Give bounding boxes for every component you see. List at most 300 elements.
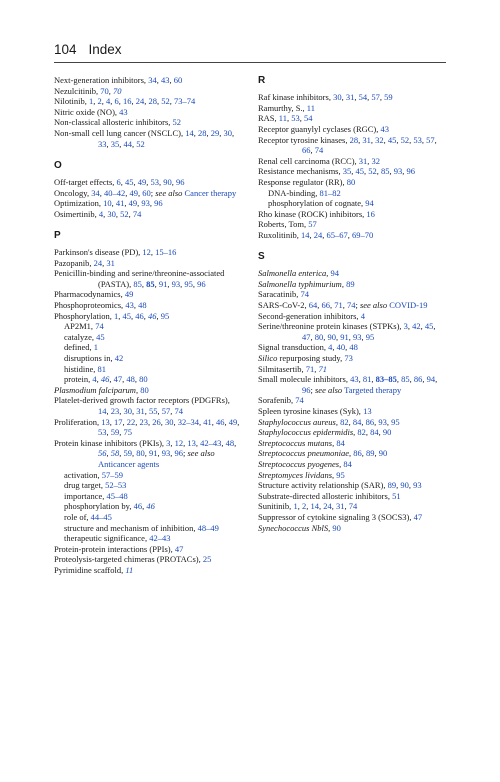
page-reference-link[interactable]: 24 (323, 501, 332, 512)
italic-term: Salmonella enterica (258, 268, 327, 279)
page-reference-link[interactable]: 69–70 (351, 229, 374, 240)
index-column-left (54, 75, 242, 576)
entry-text: , (422, 374, 427, 385)
page-reference-link[interactable]: 26 (152, 416, 161, 427)
entry-text: Spleen tyrosine kinases (Syk), (258, 406, 364, 416)
page-reference-link[interactable]: 41 (115, 198, 125, 209)
page-reference-link[interactable]: 80 (139, 374, 148, 385)
page-reference-link[interactable]: 94 (426, 374, 436, 385)
index-entry (258, 448, 446, 459)
index-entry (258, 113, 446, 124)
page-reference-link[interactable]: 40 (336, 342, 346, 353)
page-reference-link[interactable]: 95 (184, 278, 193, 289)
page-reference-link[interactable]: 59 (384, 92, 393, 103)
page-reference-link[interactable]: 86 (353, 448, 362, 459)
page-reference-link[interactable]: 66 (302, 145, 311, 156)
page-reference-link[interactable]: 86 (365, 416, 375, 427)
page-reference-link[interactable]: 44–45 (90, 511, 112, 522)
entry-text: , (358, 374, 363, 385)
page-reference-link[interactable]: 70 (100, 85, 109, 96)
page-reference-link[interactable]: 46 (100, 374, 110, 385)
page-reference-link[interactable]: 13 (363, 406, 372, 416)
page-reference-link[interactable]: 64 (308, 300, 318, 311)
entry-text: , (361, 331, 366, 342)
page-reference-link[interactable]: 4 (98, 208, 104, 219)
page-reference-link[interactable]: 93 (161, 448, 171, 459)
page-reference-link[interactable]: Anticancer agents (98, 458, 160, 469)
page-reference-link[interactable]: 4 (328, 342, 333, 353)
page-reference-link[interactable]: 46 (135, 310, 144, 321)
page-reference-link[interactable]: 89 (366, 448, 375, 459)
index-entry (258, 501, 446, 512)
entry-text: , (169, 75, 174, 85)
page-reference-link[interactable]: 93 (141, 198, 150, 209)
page-reference-link[interactable]: 95 (365, 331, 375, 342)
page-reference-link[interactable]: 71 (334, 300, 343, 311)
page-reference-link[interactable]: 45 (387, 134, 397, 145)
page-reference-link[interactable]: 49 (137, 176, 147, 187)
page-reference-link[interactable]: 91 (158, 278, 168, 289)
page-reference-link[interactable]: 86 (413, 374, 423, 385)
index-entry (54, 289, 242, 300)
entry-text: , (110, 96, 115, 107)
entry-text: , (132, 406, 137, 416)
entry-text: , (118, 310, 123, 321)
page-reference-link[interactable]: 25 (202, 554, 212, 565)
entry-text: Proteolysis-targeted chimeras (PROTACs), (54, 554, 203, 565)
page-reference-link[interactable]: 66 (321, 300, 330, 311)
page-reference-link[interactable]: 34 (91, 187, 100, 198)
entry-text: , (183, 437, 188, 448)
entry-text: , (348, 416, 353, 427)
page-reference-link[interactable]: 54 (303, 113, 313, 124)
page-reference-link[interactable]: 28 (349, 134, 359, 145)
entry-text: , (101, 96, 106, 107)
page-reference-link[interactable]: 16 (366, 208, 375, 219)
page-reference-link[interactable]: 3 (166, 437, 171, 448)
page-reference-link[interactable]: 93 (353, 331, 362, 342)
entry-text: , (173, 416, 178, 427)
page-reference-link[interactable]: 24 (93, 257, 103, 268)
page-reference-link[interactable]: 81 (97, 363, 107, 374)
entry-text: Optimization, (54, 198, 104, 209)
page-reference-link[interactable]: 93 (378, 416, 387, 427)
page-reference-link[interactable]: 96 (154, 198, 163, 209)
page-reference-link[interactable]: 74 (295, 395, 304, 406)
page-reference-link[interactable]: 4 (92, 374, 97, 385)
page-reference-link[interactable]: 52–53 (105, 480, 127, 491)
page-reference-link[interactable]: 31 (136, 406, 145, 416)
page-reference-link[interactable]: 43 (119, 106, 128, 117)
page-reference-link[interactable]: 82 (357, 427, 366, 438)
italic-term: Streptococcus pneumoniae (258, 448, 350, 459)
page-reference-link[interactable]: 49 (128, 198, 138, 209)
index-entry (258, 406, 446, 417)
page-reference-link[interactable]: 89 (387, 480, 397, 491)
entry-text: , (118, 96, 123, 107)
page-reference-link[interactable]: 54 (358, 92, 368, 103)
page-reference-link[interactable]: 42–43 (149, 533, 171, 544)
page-reference-link[interactable]: 49 (228, 416, 238, 427)
page-reference-link[interactable]: 12 (174, 437, 184, 448)
entry-text: , (408, 480, 414, 491)
page-reference-link[interactable]: 43 (125, 300, 134, 311)
page-reference-link[interactable]: 14 (185, 127, 194, 138)
index-entry (258, 342, 446, 353)
page-reference-link[interactable]: 74 (132, 208, 142, 219)
page-reference-link[interactable]: 52 (136, 138, 145, 149)
page-reference-link[interactable]: 15–16 (155, 247, 177, 258)
page-reference-link[interactable]: 14 (310, 501, 319, 512)
entry-text: Sunitinib, (258, 501, 294, 512)
index-entry (54, 300, 242, 311)
entry-text: , (224, 416, 229, 427)
page-reference-link[interactable]: 28 (198, 127, 207, 138)
page-reference-link[interactable]: 81–82 (319, 187, 341, 198)
page-reference-link[interactable]: 30 (223, 127, 232, 138)
page-reference-link[interactable]: 93 (171, 278, 181, 289)
page-reference-link[interactable]: 30 (123, 406, 132, 416)
page-reference-link[interactable]: 59 (110, 427, 120, 438)
entry-text: , (143, 310, 148, 321)
page-reference-link[interactable]: 51 (392, 490, 401, 501)
page-reference-link[interactable]: 57 (308, 219, 317, 230)
page-reference-link[interactable]: 95 (160, 310, 170, 321)
page-reference-link[interactable]: 48–49 (197, 522, 219, 533)
page-reference-link[interactable]: 85 (401, 374, 410, 385)
page-reference-link[interactable]: 46 (215, 416, 225, 427)
page-reference-link[interactable]: 42–43 (200, 437, 222, 448)
entry-text: , (106, 406, 111, 416)
page-reference-link[interactable]: 35 (342, 166, 352, 177)
page-reference-link[interactable]: 47 (174, 543, 184, 554)
page-reference-link[interactable]: 74 (348, 501, 358, 512)
page-reference-link[interactable]: 42 (114, 353, 124, 364)
page-reference-link[interactable]: 31 (345, 92, 355, 103)
page-reference-link[interactable]: 13 (187, 437, 196, 448)
page-reference-link[interactable]: 33 (98, 138, 107, 149)
page-reference-link[interactable]: 24 (313, 229, 323, 240)
page-reference-link[interactable]: 48 (349, 342, 358, 353)
entry-text: , (379, 92, 385, 103)
page-reference-link[interactable]: 30 (164, 416, 174, 427)
page-reference-link[interactable]: 96 (174, 448, 183, 459)
page-reference-link[interactable]: 47 (413, 511, 423, 522)
page-reference-link[interactable]: 65–67 (326, 229, 348, 240)
page-reference-link[interactable]: 45 (424, 321, 434, 332)
page-reference-link[interactable]: 14 (300, 229, 310, 240)
page-reference-link[interactable]: 84 (370, 427, 379, 438)
entry-text: activation, (64, 469, 102, 480)
page-reference-link[interactable]: 48 (126, 374, 135, 385)
entry-text: , (332, 469, 337, 480)
page-reference-link[interactable]: 80 (140, 384, 149, 395)
page-reference-link[interactable]: 74 (314, 145, 324, 156)
page-reference-link[interactable]: 16 (122, 96, 132, 107)
page-reference-link[interactable]: 32–34 (177, 416, 199, 427)
page-reference-link[interactable]: 80 (136, 448, 145, 459)
page-reference-link[interactable]: 1 (293, 501, 298, 512)
page-reference-link[interactable]: 23 (110, 406, 120, 416)
page-reference-link[interactable]: 52 (161, 96, 170, 107)
entry-text: Sorafenib, (258, 395, 296, 406)
page-reference-link[interactable]: 96 (176, 176, 185, 187)
entry-text: Non-classical allosteric inhibitors, (54, 117, 173, 128)
page-reference-link[interactable]: 4 (105, 96, 111, 107)
page-reference-link[interactable]: 31 (106, 257, 115, 268)
page-reference-link[interactable]: 60 (173, 75, 183, 85)
page-reference-link[interactable]: 53 (413, 134, 422, 145)
entry-text: Receptor guanylyl cyclases (RGC), (258, 123, 381, 134)
page-reference-link[interactable]: 96 (197, 278, 206, 289)
page-reference-link[interactable]: 48 (138, 300, 147, 311)
page-reference-link[interactable]: 94 (365, 198, 374, 209)
entry-text: ; (310, 384, 315, 395)
entry-text: ; (183, 448, 188, 459)
page-reference-link[interactable]: 44 (123, 138, 132, 149)
page-reference-link[interactable]: 85 (381, 166, 390, 177)
index-letter-r: R (258, 75, 266, 86)
entry-text: , (124, 198, 129, 209)
entry-text: , (332, 342, 337, 353)
page-reference-link[interactable]: 46 (147, 310, 157, 321)
entry-text: Serine/threonine protein kinases (STPKs), (258, 321, 404, 332)
entry-text: , (221, 437, 226, 448)
entry-text: Rho kinase (ROCK) inhibitors, (258, 208, 367, 219)
page-reference-link[interactable]: 90 (163, 176, 172, 187)
page-reference-link[interactable]: 90 (332, 522, 341, 533)
italic-term: Synechococcus NblS (258, 522, 329, 533)
page-reference-link[interactable]: 74 (346, 300, 356, 311)
page-reference-link[interactable]: 6 (116, 176, 121, 187)
page-reference-link[interactable]: 13 (101, 416, 110, 427)
page-reference-link[interactable]: 28 (148, 96, 157, 107)
page-reference-link[interactable]: 40–42 (103, 187, 126, 198)
page-reference-link[interactable]: 30 (107, 208, 116, 219)
page-reference-link[interactable]: 82 (340, 416, 349, 427)
entry-text: , (93, 96, 98, 107)
page-reference-link[interactable]: 1 (88, 96, 94, 107)
page-reference-link[interactable]: 49 (129, 187, 138, 198)
page-reference-link[interactable]: 96 (302, 384, 311, 395)
page-reference-link[interactable]: 84 (336, 437, 345, 448)
page-reference-link[interactable]: 52 (400, 134, 410, 145)
page-reference-link[interactable]: 83–85 (375, 374, 397, 385)
index-entry (258, 230, 446, 241)
page-reference-link[interactable]: 57 (161, 406, 171, 416)
page-reference-link[interactable]: 31 (335, 501, 345, 512)
page-reference-link[interactable]: 2 (97, 96, 102, 107)
entry-text: , (374, 416, 379, 427)
page-reference-link[interactable]: 85 (146, 278, 155, 289)
page-reference-link[interactable]: 52 (120, 208, 129, 219)
page-reference-link[interactable]: 46 (133, 501, 143, 512)
page-reference-link[interactable]: 74 (300, 289, 309, 300)
entry-text: , (133, 176, 138, 187)
entry-text: , (160, 416, 165, 427)
page-reference-link[interactable]: 2 (301, 501, 307, 512)
page-reference-link[interactable]: 95 (336, 469, 345, 480)
entry-text: , (119, 138, 124, 149)
page-reference-link[interactable]: 11 (306, 102, 315, 113)
page-reference-link[interactable]: 45 (122, 310, 131, 321)
page-reference-link[interactable]: 30 (333, 92, 342, 103)
page-reference-link[interactable]: 29 (210, 127, 220, 138)
index-entry (258, 124, 446, 135)
page-reference-link[interactable]: 45 (96, 331, 105, 342)
page-reference-link[interactable]: COVID-19 (389, 300, 428, 311)
page-reference-link[interactable]: 70 (113, 85, 122, 96)
page-reference-link[interactable]: 89 (346, 278, 355, 289)
entry-text: , (354, 92, 359, 103)
page-reference-link[interactable]: 95 (391, 416, 400, 427)
page-reference-link[interactable]: 58 (110, 448, 120, 459)
page-reference-link[interactable]: 56 (98, 448, 107, 459)
page-reference-link[interactable]: Cancer therapy (184, 187, 237, 198)
page-reference-link[interactable]: 59 (123, 448, 132, 459)
page-reference-link[interactable]: 42 (412, 321, 421, 332)
page-reference-link[interactable]: 11 (125, 564, 134, 575)
page-reference-link[interactable]: 93 (393, 166, 403, 177)
page-reference-link[interactable]: 31 (362, 134, 371, 145)
page-reference-link[interactable]: 91 (340, 331, 349, 342)
page-reference-link[interactable]: 1 (93, 342, 98, 353)
page-reference-link[interactable]: 90 (378, 448, 388, 459)
page-reference-link[interactable]: 11 (278, 113, 287, 124)
page-reference-link[interactable]: 45–48 (106, 490, 128, 501)
page-reference-link[interactable]: 47 (113, 374, 123, 385)
page-reference-link[interactable]: 45 (125, 176, 134, 187)
index-entry (258, 512, 446, 523)
page-reference-link[interactable]: 81 (362, 374, 372, 385)
page-reference-link[interactable]: 73–74 (173, 96, 196, 107)
index-entry (54, 544, 242, 555)
page-reference-link[interactable]: 94 (330, 268, 339, 279)
page-reference-link[interactable]: 6 (114, 96, 119, 107)
page-reference-link[interactable]: 53 (98, 427, 107, 438)
index-entry (54, 268, 242, 289)
entry-text: , (347, 229, 352, 240)
page-reference-link[interactable]: 43 (380, 123, 390, 134)
page-reference-link[interactable]: 46 (146, 501, 155, 512)
page-reference-link[interactable]: 24 (135, 96, 145, 107)
page-reference-link[interactable]: 3 (403, 321, 408, 332)
page-reference-link[interactable]: 80 (314, 331, 324, 342)
page-reference-link[interactable]: 84 (343, 458, 352, 469)
page-reference-link[interactable]: 74 (174, 406, 183, 416)
entry-text: , (318, 501, 324, 512)
page-reference-link[interactable]: 85 (133, 278, 142, 289)
page-reference-link[interactable]: 47 (302, 331, 311, 342)
page-reference-link[interactable]: 60 (142, 187, 151, 198)
page-reference-link[interactable]: 45 (355, 166, 364, 177)
page-reference-link[interactable]: 71 (305, 363, 315, 374)
page-reference-link[interactable]: 73 (344, 353, 353, 364)
page-reference-link[interactable]: 35 (110, 138, 120, 149)
entry-text: , (433, 321, 436, 332)
page-reference-link[interactable]: 17 (113, 416, 123, 427)
entry-text: Resistance mechanisms, (258, 166, 343, 177)
entry-text: Oncology, (54, 187, 92, 198)
page-reference-link[interactable]: 32 (371, 155, 381, 166)
page-reference-link[interactable]: 14 (98, 406, 107, 416)
page-reference-link[interactable]: 90 (327, 331, 336, 342)
page-reference-link[interactable]: 96 (406, 166, 415, 177)
page-reference-link[interactable]: 1 (113, 310, 119, 321)
index-subentry (258, 188, 446, 199)
entry-text: , (125, 187, 130, 198)
entry-text: , (180, 278, 185, 289)
page-reference-link[interactable]: 31 (358, 155, 368, 166)
page-reference-link[interactable]: 48 (225, 437, 235, 448)
index-entry (258, 289, 446, 300)
index-entry (258, 219, 446, 230)
page-reference-link[interactable]: 23 (139, 416, 148, 427)
page-reference-link[interactable]: 57 (426, 134, 435, 145)
page-reference-link[interactable]: 43 (160, 75, 170, 85)
entry-text: ; (355, 300, 360, 311)
index-entry (258, 470, 446, 481)
entry-text: , (111, 198, 116, 209)
index-entry (54, 96, 242, 107)
index-entry (54, 198, 242, 209)
index-entry (258, 177, 446, 188)
entry-text: , (364, 166, 369, 177)
page-reference-link[interactable]: 34 (148, 75, 157, 85)
entry-text: repurposing study, (277, 353, 345, 364)
page-reference-link[interactable]: 90 (382, 427, 392, 438)
page-reference-link[interactable]: 4 (360, 310, 365, 321)
page-reference-link[interactable]: Targeted therapy (344, 384, 402, 395)
page-reference-link[interactable]: 43 (350, 374, 359, 385)
entry-text: , (108, 85, 114, 96)
entry-text: Pazopanib, (54, 257, 94, 268)
index-entry (54, 565, 242, 576)
page-reference-link[interactable]: 53 (150, 176, 160, 187)
page-reference-link[interactable]: 75 (123, 427, 132, 438)
page-reference-link[interactable]: 22 (126, 416, 136, 427)
page-reference-link[interactable]: 12 (142, 247, 151, 258)
page-reference-link[interactable]: 52 (172, 117, 181, 128)
index-entry (54, 554, 242, 565)
page-reference-link[interactable]: 10 (103, 198, 112, 209)
page-reference-link[interactable]: 53 (291, 113, 300, 124)
entry-text: , (122, 416, 127, 427)
page-reference-link[interactable]: 84 (352, 416, 362, 427)
page-reference-link[interactable]: 93 (413, 480, 422, 491)
page-reference-link[interactable]: 57–59 (101, 469, 124, 480)
entry-text: , (309, 229, 314, 240)
page-reference-link[interactable]: 80 (346, 176, 356, 187)
page-reference-link[interactable]: 49 (124, 289, 134, 300)
page-reference-link[interactable]: 91 (149, 448, 158, 459)
index-entry (258, 353, 446, 364)
page-reference-link[interactable]: 90 (400, 480, 409, 491)
italic-term: Silico (258, 353, 278, 364)
page-reference-link[interactable]: 41 (203, 416, 212, 427)
page-reference-link[interactable]: 52 (368, 166, 377, 177)
entry-text: , (144, 448, 149, 459)
entry-text: , (135, 384, 141, 395)
entry-text: Nilotinib, (54, 96, 89, 107)
entry-text: , (232, 127, 235, 138)
page-reference-link[interactable]: 32 (375, 134, 384, 145)
page-reference-link[interactable]: 57 (371, 92, 380, 103)
page-reference-link[interactable]: 74 (95, 321, 104, 332)
page-reference-link[interactable]: 71 (318, 363, 327, 374)
index-subentry (54, 501, 242, 512)
page-reference-link[interactable]: 55 (149, 406, 158, 416)
